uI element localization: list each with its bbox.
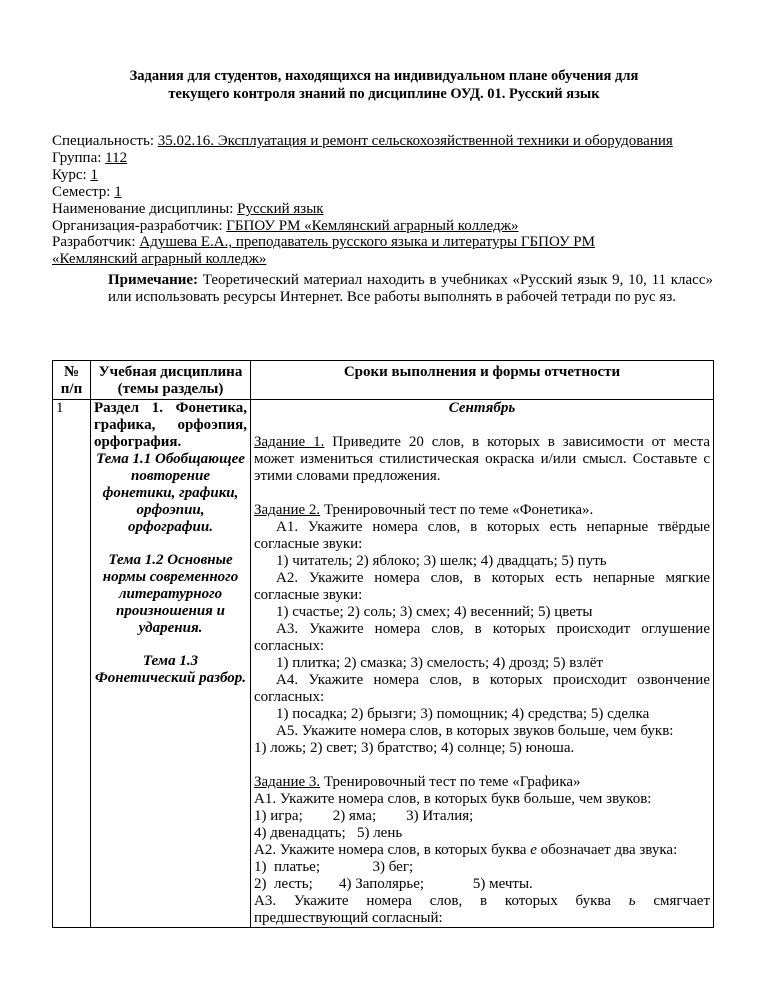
header-deadlines: Сроки выполнения и формы отчетности bbox=[251, 361, 714, 400]
semester-value: 1 bbox=[114, 183, 122, 200]
task-2-label: Задание 2. bbox=[254, 502, 321, 518]
answer-a5: 1) ложь; 2) свет; 3) братство; 4) солнце; 5) юноша. bbox=[254, 740, 575, 756]
answer-g2-line-2: 2) лесть; 4) Заполярье; 5) мечты. bbox=[254, 876, 533, 892]
task-3-label: Задание 3. bbox=[254, 774, 321, 790]
answer-g2-line-1: 1) платье; 3) бег; bbox=[254, 859, 414, 875]
header-num: № п/п bbox=[53, 361, 91, 400]
task-1-label: Задание 1. bbox=[254, 434, 325, 450]
developer-row-cont bbox=[52, 251, 718, 268]
group-value: 112 bbox=[105, 149, 128, 166]
discipline-row bbox=[52, 201, 718, 218]
discipline-label: Наименование дисциплины: bbox=[52, 200, 238, 217]
topic-1-1: Тема 1.1 Обобщающее повторение фонетики, графики, орфоэпии, орфографии. bbox=[96, 451, 245, 535]
task-2-text: Тренировочный тест по теме «Фонетика». bbox=[320, 502, 594, 518]
title-line-2: текущего контроля знаний по дисциплине ОУД. 01. Русский язык bbox=[168, 86, 600, 102]
answer-g1-line-2: 4) двенадцать; 5) лень bbox=[254, 825, 403, 841]
topic-1-2: Тема 1.2 Основные нормы современного литературного произношения и ударения. bbox=[102, 552, 239, 636]
table-header-row bbox=[53, 361, 714, 400]
note-paragraph bbox=[108, 272, 713, 306]
task-3-text: Тренировочный тест по теме «Графика» bbox=[320, 774, 581, 790]
question-a1: А1. Укажите номера слов, в которых есть непарные твёрдые согласные звуки: bbox=[254, 519, 710, 552]
note-text: Теоретический материал находить в учебниках «Русский язык 9, 10, 11 класс» или использовать ресурсы Интернет. Все работы выполнять в рабочей тетради по рус яз. bbox=[108, 272, 713, 305]
question-g3: А3. Укажите номера слов, в которых буква ь смягчает предшествующий согласный: bbox=[254, 893, 711, 926]
question-a4: А4. Укажите номера слов, в которых происходит озвончение согласных: bbox=[254, 672, 710, 705]
organization-value: ГБПОУ РМ «Кемлянский аграрный колледж» bbox=[226, 217, 519, 234]
month-label: Сентябрь bbox=[448, 400, 516, 416]
answer-a2: 1) счастье; 2) соль; 3) смех; 4) весенний; 5) цветы bbox=[276, 604, 593, 620]
developer-value-2: «Кемлянский аграрный колледж» bbox=[52, 251, 267, 268]
section-title: Раздел 1. Фонетика, графика, орфоэпия, орфография. bbox=[94, 400, 247, 450]
question-a5: А5. Укажите номера слов, в которых звуков больше, чем букв: bbox=[276, 723, 674, 739]
specialty-value: 35.02.16. Эксплуатация и ремонт сельскохозяйственной техники и оборудования bbox=[157, 133, 673, 149]
developer-value-1: Адушева Е.А., преподаватель русского языка и литературы ГБПОУ РМ bbox=[139, 234, 595, 251]
letter-e: е bbox=[530, 842, 537, 858]
course-value: 1 bbox=[90, 166, 98, 183]
header-discipline: Учебная дисциплина (темы разделы) bbox=[91, 361, 251, 400]
task-2 bbox=[254, 502, 710, 519]
developer-label: Разработчик: bbox=[52, 234, 140, 251]
answer-a3: 1) плитка; 2) смазка; 3) смелость; 4) дрозд; 5) взлёт bbox=[276, 655, 603, 671]
deadlines-cell bbox=[251, 400, 714, 928]
question-g1: А1. Укажите номера слов, в которых букв больше, чем звуков: bbox=[254, 791, 652, 807]
course-row bbox=[52, 167, 718, 184]
organization-label: Организация-разработчик: bbox=[52, 217, 227, 234]
group-label: Группа: bbox=[52, 149, 106, 166]
course-label: Курс: bbox=[52, 166, 91, 183]
task-1 bbox=[254, 434, 710, 485]
answer-a1: 1) читатель; 2) яблоко; 3) шелк; 4) двадцать; 5) путь bbox=[276, 553, 607, 569]
table-row bbox=[53, 400, 714, 928]
specialty-row bbox=[52, 133, 718, 150]
developer-row bbox=[52, 234, 718, 251]
topic-1-3: Тема 1.3 Фонетический разбор. bbox=[95, 653, 246, 686]
question-g2: А2. Укажите номера слов, в которых буква е обозначает два звука: bbox=[254, 842, 678, 858]
organization-row bbox=[52, 218, 718, 235]
group-row bbox=[52, 150, 718, 167]
document-title bbox=[100, 67, 668, 103]
letter-soft-sign: ь bbox=[628, 893, 636, 909]
discipline-cell bbox=[91, 400, 251, 928]
semester-label: Семестр: bbox=[52, 183, 115, 200]
note-label: Примечание: bbox=[108, 272, 199, 288]
task-3 bbox=[254, 774, 710, 791]
question-a3: А3. Укажите номера слов, в которых происходит оглушение согласных: bbox=[254, 621, 710, 654]
discipline-value: Русский язык bbox=[237, 200, 324, 217]
row-num: 1 bbox=[53, 400, 91, 928]
semester-row bbox=[52, 184, 718, 201]
answer-g1-line-1: 1) игра; 2) яма; 3) Италия; bbox=[254, 808, 474, 824]
question-a2: А2. Укажите номера слов, в которых есть непарные мягкие согласные звуки: bbox=[254, 570, 710, 603]
task-1-text: Приведите 20 слов, в которых в зависимости от места может измениться стилистическая окраска и/или смысл. Составьте с этими словами предложения. bbox=[254, 434, 710, 484]
answer-a4: 1) посадка; 2) брызги; 3) помощник; 4) средства; 5) сделка bbox=[276, 706, 650, 722]
specialty-label: Специальность: bbox=[52, 133, 158, 149]
title-line-1: Задания для студентов, находящихся на индивидуальном плане обучения для bbox=[129, 68, 639, 84]
info-block bbox=[52, 133, 718, 268]
tasks-table bbox=[52, 360, 714, 928]
